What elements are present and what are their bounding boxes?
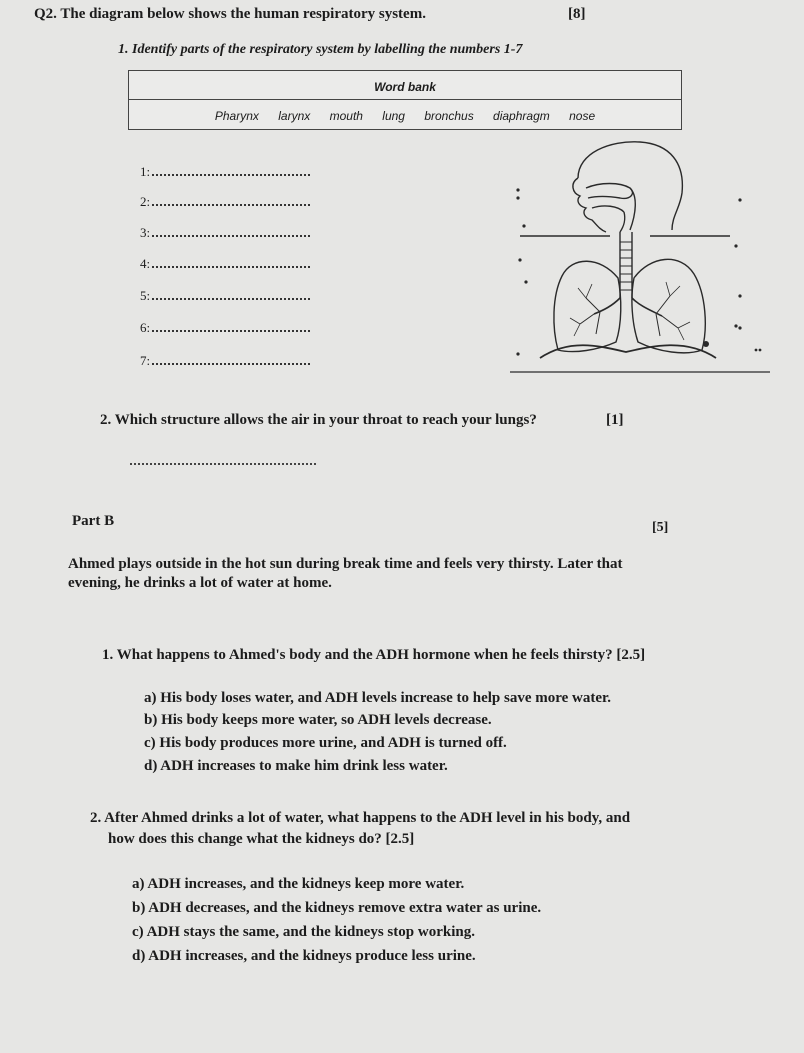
partb-q2-option-b[interactable]: b) ADH decreases, and the kidneys remove extra water as urine. xyxy=(132,900,542,916)
word-bank-word: Pharynx xyxy=(214,109,259,123)
word-bank-word: lung xyxy=(382,109,405,123)
partb-q2-prompt-line-2: how does this change what the kidneys do? [2.5] xyxy=(108,831,415,847)
label-row-2[interactable] xyxy=(140,194,310,210)
word-bank-word: nose xyxy=(569,109,596,123)
mouth-cavity xyxy=(592,206,624,212)
answer-blank[interactable] xyxy=(152,330,310,332)
label-row-4[interactable] xyxy=(140,256,310,272)
label-number: 7: xyxy=(140,353,151,368)
part-b-title: Part B xyxy=(72,513,115,529)
label-row-7[interactable] xyxy=(140,353,310,369)
q2-marks: [1] xyxy=(606,412,624,428)
label-number: 4: xyxy=(140,256,151,271)
partb-q2-option-d[interactable]: d) ADH increases, and the kidneys produce less urine. xyxy=(132,948,476,964)
label-number: 6: xyxy=(140,320,151,335)
answer-blank[interactable] xyxy=(152,204,310,206)
bronchi xyxy=(594,298,662,316)
answer-blank[interactable] xyxy=(152,235,310,237)
scenario-line-2: evening, he drinks a lot of water at home. xyxy=(68,575,332,591)
q2-prompt: 2. Which structure allows the air in your throat to reach your lungs? xyxy=(100,412,537,428)
partb-q1-option-a[interactable]: a) His body loses water, and ADH levels increase to help save more water. xyxy=(144,690,612,706)
question-marks: [8] xyxy=(568,6,586,22)
nasal-cavity xyxy=(586,184,632,199)
partb-q2-option-c[interactable]: c) ADH stays the same, and the kidneys stop working. xyxy=(132,924,475,940)
partb-q2-prompt-line-1: 2. After Ahmed drinks a lot of water, what happens to the ADH level in his body, and xyxy=(90,810,631,826)
label-number: 5: xyxy=(140,288,151,303)
word-bank-word: mouth xyxy=(329,109,363,123)
respiratory-system-diagram xyxy=(500,138,790,378)
label-number: 1: xyxy=(140,164,151,179)
word-bank-word: larynx xyxy=(278,109,311,123)
word-bank-word: diaphragm xyxy=(493,109,550,123)
word-bank xyxy=(128,70,682,130)
answer-blank[interactable] xyxy=(152,174,310,176)
word-bank-words xyxy=(129,109,681,123)
right-lung xyxy=(554,261,621,351)
label-row-5[interactable] xyxy=(140,288,310,304)
question-title: Q2. The diagram below shows the human respiratory system. xyxy=(34,6,426,22)
label-number: 3: xyxy=(140,225,151,240)
answer-blank[interactable] xyxy=(152,266,310,268)
part-b-marks: [5] xyxy=(652,520,669,535)
word-bank-title: Word bank xyxy=(129,75,681,100)
q1-prompt: 1. Identify parts of the respiratory system by labelling the numbers 1-7 xyxy=(118,42,523,57)
answer-blank[interactable] xyxy=(152,363,310,365)
partb-q1-option-d[interactable]: d) ADH increases to make him drink less water. xyxy=(144,758,448,774)
word-bank-word: bronchus xyxy=(424,109,474,123)
answer-blank[interactable] xyxy=(152,298,310,300)
partb-q1-prompt: 1. What happens to Ahmed's body and the ADH hormone when he feels thirsty? [2.5] xyxy=(102,647,646,663)
partb-q1-option-b[interactable]: b) His body keeps more water, so ADH levels decrease. xyxy=(144,712,492,728)
partb-q1-option-c[interactable]: c) His body produces more urine, and ADH is turned off. xyxy=(144,735,507,751)
label-number: 2: xyxy=(140,194,151,209)
label-row-6[interactable] xyxy=(140,320,310,336)
q2-answer-blank[interactable] xyxy=(130,463,316,465)
label-row-1[interactable] xyxy=(140,164,310,180)
partb-q2-option-a[interactable]: a) ADH increases, and the kidneys keep more water. xyxy=(132,876,465,892)
label-row-3[interactable] xyxy=(140,225,310,241)
scenario-line-1: Ahmed plays outside in the hot sun during break time and feels very thirsty. Later that xyxy=(68,556,623,572)
